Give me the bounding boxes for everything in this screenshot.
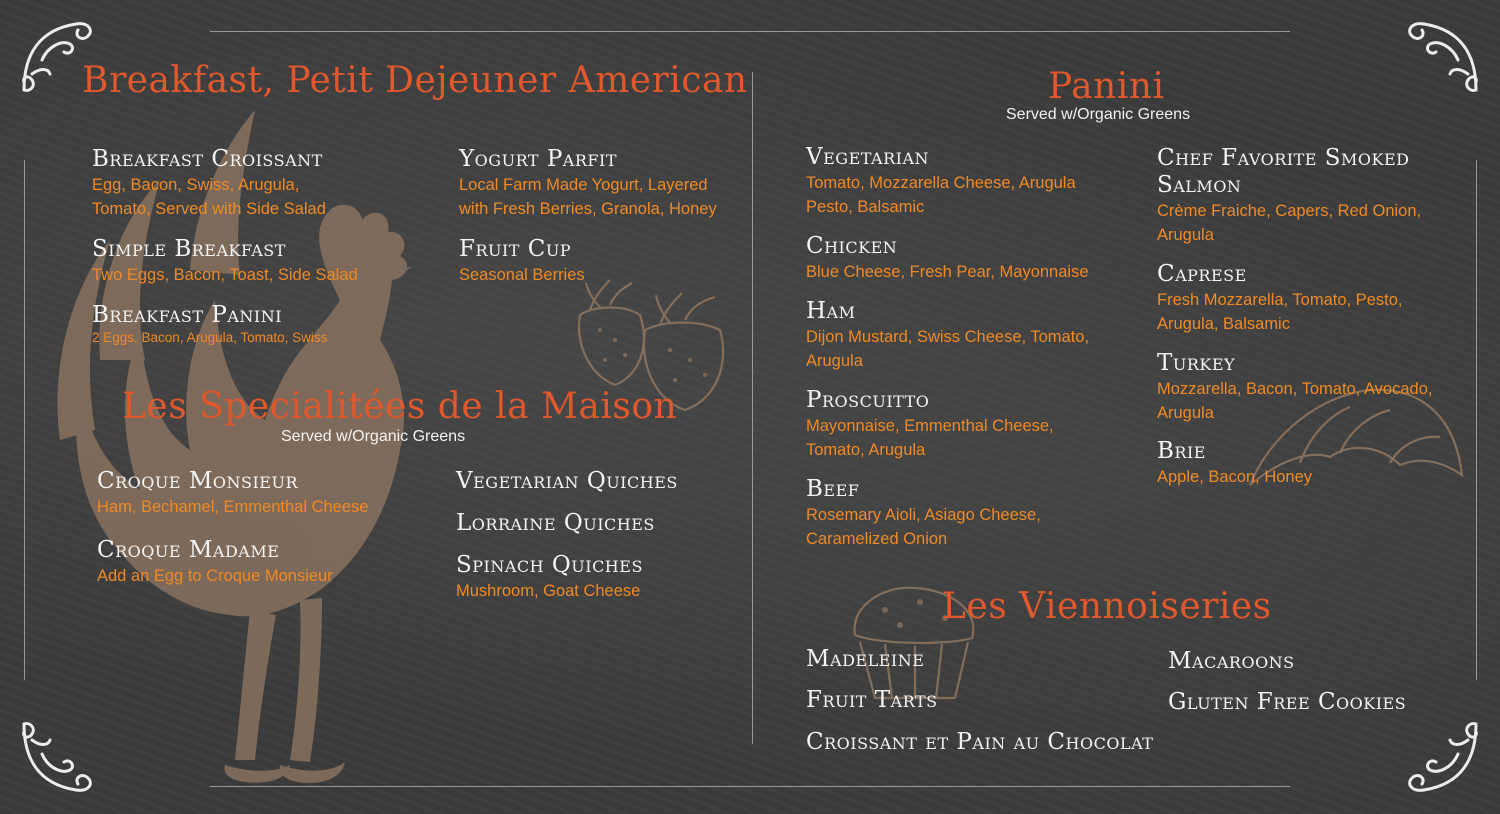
menu-item-breakfast-croissant xyxy=(92,146,432,221)
item-name: Croque Monsieur xyxy=(97,468,299,494)
menu-item-breakfast-panini xyxy=(92,302,432,347)
item-name: Simple Breakfast xyxy=(92,236,286,262)
item-description: Tomato, Mozzarella Cheese, Arugula Pesto, Balsamic xyxy=(806,174,1076,216)
menu-item-chicken xyxy=(806,233,1106,284)
item-name: Beef xyxy=(806,476,860,502)
item-name: Chef Favorite Smoked Salmon xyxy=(1157,145,1410,198)
specialites-title: Les Specialitées de la Maison xyxy=(122,386,678,427)
menu-item-gluten-free-cookies xyxy=(1168,689,1468,716)
panini-title: Panini xyxy=(1048,66,1165,107)
item-name: Turkey xyxy=(1157,350,1236,376)
item-description: Blue Cheese, Fresh Pear, Mayonnaise xyxy=(806,263,1089,281)
item-description: Two Eggs, Bacon, Toast, Side Salad xyxy=(92,266,358,284)
specialites-subtitle: Served w/Organic Greens xyxy=(281,428,466,445)
item-description: 2 Eggs, Bacon, Arugula, Tomato, Swiss xyxy=(92,330,328,345)
item-description: Ham, Bechamel, Emmenthal Cheese xyxy=(97,498,369,516)
menu-item-fruit-cup xyxy=(459,236,729,287)
menu-item-smoked-salmon xyxy=(1157,145,1457,247)
item-description: Mayonnaise, Emmenthal Cheese, Tomato, Arugula xyxy=(806,417,1054,459)
item-name: Caprese xyxy=(1157,261,1247,287)
item-name: Gluten Free Cookies xyxy=(1168,689,1407,715)
item-description: Dijon Mustard, Swiss Cheese, Tomato, Arugula xyxy=(806,328,1090,370)
item-name: Fruit Tarts xyxy=(806,687,938,713)
item-description: Rosemary Aioli, Asiago Cheese, Caramelized Onion xyxy=(806,506,1041,548)
item-description: Mushroom, Goat Cheese xyxy=(456,582,641,600)
item-name: Madeleine xyxy=(806,646,925,672)
item-name: Yogurt Parfit xyxy=(459,146,617,172)
item-description: Egg, Bacon, Swiss, Arugula, Tomato, Served with Side Salad xyxy=(92,176,326,218)
item-name: Breakfast Croissant xyxy=(92,146,323,172)
menu-item-croque-monsieur xyxy=(97,468,437,519)
item-name: Vegetarian xyxy=(806,144,930,170)
menu-item-yogurt-parfit xyxy=(459,146,729,221)
menu-item-vegetarian-quiches xyxy=(456,468,746,495)
item-name: Chicken xyxy=(806,233,898,259)
corner-flourish-icon xyxy=(1402,718,1482,798)
item-name: Macaroons xyxy=(1168,648,1295,674)
menu-item-beef xyxy=(806,476,1106,551)
item-name: Proscuitto xyxy=(806,387,930,413)
item-name: Lorraine Quiches xyxy=(456,510,655,536)
viennoiseries-title: Les Viennoiseries xyxy=(942,586,1272,627)
corner-flourish-icon xyxy=(1402,16,1482,96)
menu-item-ham xyxy=(806,298,1106,373)
item-description: Apple, Bacon, Honey xyxy=(1157,468,1313,486)
panini-subtitle: Served w/Organic Greens xyxy=(1006,106,1191,123)
menu-item-croissant-pain-au-chocolat xyxy=(806,729,1186,756)
menu-item-proscuitto xyxy=(806,387,1106,462)
item-description: Seasonal Berries xyxy=(459,266,585,284)
item-name: Vegetarian Quiches xyxy=(456,468,678,494)
item-name: Breakfast Panini xyxy=(92,302,283,328)
item-name: Ham xyxy=(806,298,856,324)
item-description: Mozzarella, Bacon, Tomato, Avocado, Arugula xyxy=(1157,380,1433,422)
item-name: Brie xyxy=(1157,438,1206,464)
item-description: Local Farm Made Yogurt, Layered with Fresh Berries, Granola, Honey xyxy=(459,176,717,218)
menu-item-madeleine xyxy=(806,646,1166,673)
menu-item-lorraine-quiches xyxy=(456,510,746,537)
item-name: Croissant et Pain au Chocolat xyxy=(806,729,1154,755)
menu-item-fruit-tarts xyxy=(806,687,1166,714)
menu-item-brie xyxy=(1157,438,1457,489)
item-name: Fruit Cup xyxy=(459,236,572,262)
frame-left-line xyxy=(24,160,25,680)
item-description: Add an Egg to Croque Monsieur xyxy=(97,567,333,585)
item-name: Spinach Quiches xyxy=(456,552,643,578)
menu-item-macaroons xyxy=(1168,648,1468,675)
breakfast-title: Breakfast, Petit Dejeuner American xyxy=(82,60,748,101)
menu-item-turkey xyxy=(1157,350,1457,425)
frame-right-line xyxy=(1476,160,1477,680)
menu-item-caprese xyxy=(1157,261,1457,336)
menu-item-spinach-quiches xyxy=(456,552,746,603)
frame-top-line xyxy=(210,31,1290,32)
item-description: Crème Fraiche, Capers, Red Onion, Arugula xyxy=(1157,202,1422,244)
menu-item-vegetarian xyxy=(806,144,1106,219)
center-divider xyxy=(752,72,753,744)
menu-item-croque-madame xyxy=(97,537,437,588)
menu-item-simple-breakfast xyxy=(92,236,432,287)
item-description: Fresh Mozzarella, Tomato, Pesto, Arugula, Balsamic xyxy=(1157,291,1403,333)
item-name: Croque Madame xyxy=(97,537,280,563)
